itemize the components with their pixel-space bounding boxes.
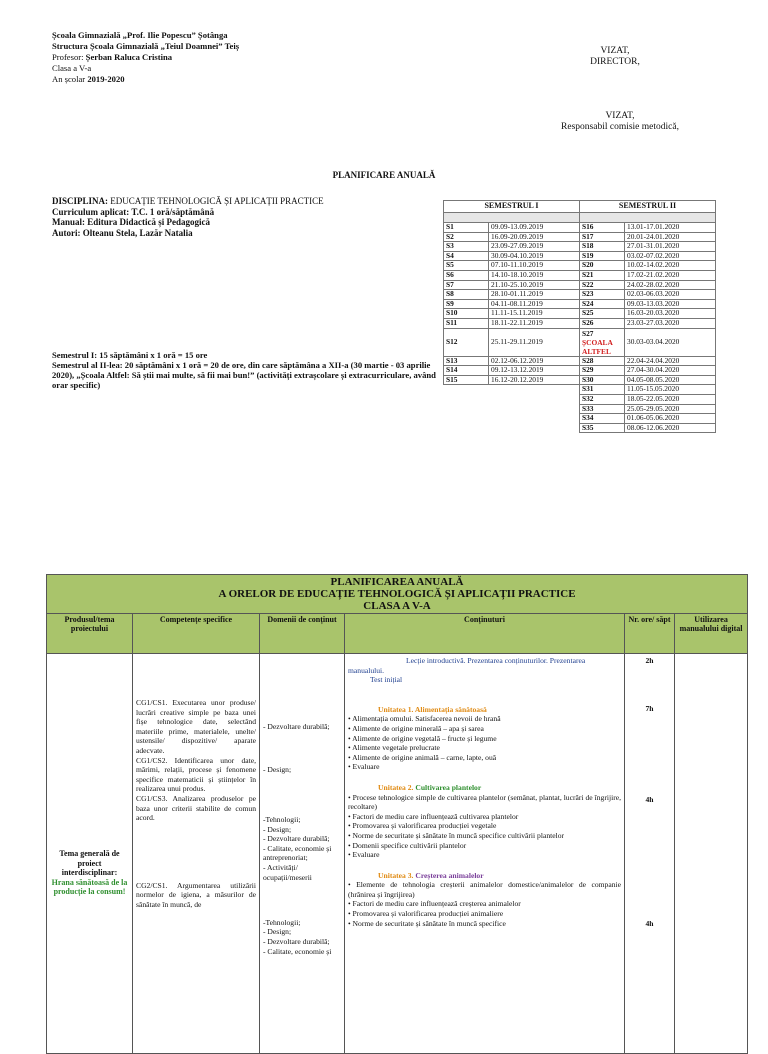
calendar-row [444,309,716,319]
week-dates: 27.04-30.04.2020 [625,366,716,376]
calendar-row [444,366,716,376]
week-dates: 13.01-17.01.2020 [625,223,716,233]
week-dates: 25.11-29.11.2019 [489,328,580,356]
competence: CG2/CS1. Argumentarea utilizării normelor de igiena, a măsurilor de sănătate în muncă, de [136,880,256,909]
manual-line: Manual: Editura Didactică și Pedagogică [52,217,210,227]
project-theme [47,654,133,1054]
hours-value: 4h [645,795,654,805]
responsabil-label: Responsabil comisie metodică, [561,122,679,132]
week-dates: 10.02-14.02.2020 [625,261,716,271]
week-dates: 07.10-11.10.2019 [489,261,580,271]
competence: CG1/CS3. Analizarea produselor pe baza unor criterii stabilite de comun acord. [136,793,256,823]
week-dates: 20.01-24.01.2020 [625,232,716,242]
content-item: • Factori de mediu care influențează creșterea animalelor [348,899,521,909]
week-dates: 17.02-21.02.2020 [625,270,716,280]
calendar-row [444,290,716,300]
week-dates: 02.12-06.12.2019 [489,356,580,366]
school-structure: Structura Școala Gimnazială „Teiul Doamnei” Teiș [52,41,240,51]
week-id: S35 [580,423,625,433]
hours-cell [625,654,675,1054]
week-id: S7 [444,280,489,290]
calendar-row [444,414,716,424]
calendar-row [444,270,716,280]
unit-1-title: Unitatea 1. Alimentația sănătoasă [378,704,487,714]
col-header: Produsul/tema proiectului [47,614,133,654]
school-header [52,30,239,85]
content-item: • Norme de securitate și sănătate în muncă specifice [348,918,506,928]
initial-test: Test inițial [370,675,403,685]
week-dates: 28.10-01.11.2019 [489,290,580,300]
week-id: S5 [444,261,489,271]
week-dates: 23.09-27.09.2019 [489,242,580,252]
week-dates: 03.02-07.02.2020 [625,251,716,261]
intro-lesson: Lecție introductivă. Prezentarea conținuturilor. Prezentarea manualului. [348,656,586,675]
year-label: An școlar [52,74,86,84]
calendar-row [444,242,716,252]
week-id: S34 [580,414,625,424]
week-id: S9 [444,299,489,309]
semester-2-note: Semestrul al II-lea: 20 săptămâni x 1 oră = 20 de ore, din care săptămâna a XII-a (30 martie - 03 aprilie 2020), „Școala Altfel: Să știi mai multe, să fii mai bun!” (activități extrașcolare și extracurriculare, având orar specific) [52,360,436,390]
week-id: S21 [580,270,625,280]
content-item: • Domenii specifice cultivării plantelor [348,840,467,850]
hours-value: 2h [645,656,654,665]
week-dates: 30.09-04.10.2019 [489,251,580,261]
week-id: S2 [444,232,489,242]
teacher-name: Șerban Raluca Cristina [85,52,173,62]
domain: -Tehnologii; - Design; - Dezvoltare durabilă; - Calitate, economie și [263,917,332,956]
week-id: S20 [580,261,625,271]
content-item: • Alimente de origine minerală – apa și sarea [348,723,484,733]
vizat-responsabil [540,111,700,133]
week-dates: 04.05-08.05.2020 [625,375,716,385]
week-id: S8 [444,290,489,300]
calendar-row [444,385,716,395]
project-theme-title: Hrana sănătoasă de la producție la consum! [51,877,128,897]
week-dates: 23.03-27.03.2020 [625,318,716,328]
week-id [580,328,625,356]
class-line: Clasa a V-a [52,63,92,73]
week-dates: 09.09-13.09.2019 [489,223,580,233]
content-item: • Promovarea și valorificarea producției animaliere [348,909,504,919]
school-calendar [443,200,716,433]
week-id: S26 [580,318,625,328]
week-id: S18 [580,242,625,252]
week-id: S1 [444,223,489,233]
competence: CG1/CS2. Identificarea unor date, mărimi, relații, procese și fenomene specifice matematicii și științelor în realizarea unui produs. [136,755,256,794]
col-header: Conținuturi [345,614,625,654]
scoala-altfel-label: ȘCOALA ALTFEL [582,337,613,356]
calendar-row [444,223,716,233]
week-id: S32 [580,394,625,404]
authors-line: Autori: Olteanu Stela, Lazăr Natalia [52,227,193,238]
competence: CG1/CS1. Executarea unor produse/ lucrări creative simple pe baza unei fișe tehnologice date, selectând materiile prime, materialele, unelte/ ustensile/ dispozitive/ aparate adecvate. [136,698,256,755]
school-year: 2019-2020 [87,74,125,84]
week-dates: 14.10-18.10.2019 [489,270,580,280]
week-dates: 16.12-20.12.2019 [489,375,580,385]
week-id: S14 [444,366,489,376]
col-header: Competențe specifice [133,614,260,654]
project-theme-label: Tema generală de proiect interdisciplinar: [59,849,120,878]
page-title: PLANIFICARE ANUALĂ [332,170,436,180]
week-id-label: S27 [582,328,594,338]
week-id: S23 [580,290,625,300]
week-dates: 01.06-05.06.2020 [625,414,716,424]
week-id: S13 [444,356,489,366]
content-item: • Elemente de tehnologia creșterii animalelor domestice/animalelor de companie (hrănirea și îngrijirea) [348,880,621,899]
semester-notes [52,350,442,390]
week-id: S11 [444,318,489,328]
week-dates: 04.11-08.11.2019 [489,299,580,309]
unit-3-prefix: Unitatea 3. [378,870,414,880]
week-dates: 21.10-25.10.2019 [489,280,580,290]
week-dates: 11.11-15.11.2019 [489,309,580,319]
discipline-info [52,196,432,238]
domain: - Dezvoltare durabilă; [263,721,330,731]
discipline-label: DISCIPLINA: [52,196,109,206]
semester-2-heading: SEMESTRUL II [580,201,716,213]
week-dates: 09.03-13.03.2020 [625,299,716,309]
week-dates: 11.05-15.05.2020 [625,385,716,395]
vizat-label: VIZAT, [600,46,630,56]
week-id: S19 [580,251,625,261]
calendar-row [444,318,716,328]
week-id: S24 [580,299,625,309]
curriculum-line: Curriculum aplicat: T.C. 1 oră/săptămână [52,206,215,217]
week-dates: 22.04-24.04.2020 [625,356,716,366]
calendar-row [444,328,716,356]
week-dates: 30.03-03.04.2020 [625,328,716,356]
content-item: • Alimentația omului. Satisfacerea nevoii de hrană [348,714,501,724]
week-id: S28 [580,356,625,366]
week-id: S15 [444,375,489,385]
week-dates: 18.05-22.05.2020 [625,394,716,404]
week-dates: 25.05-29.05.2020 [625,404,716,414]
semester-1-note: Semestrul I: 15 săptămâni x 1 oră = 15 ore [52,350,208,360]
week-id: S25 [580,309,625,319]
digital-manual-cell [675,654,748,1054]
week-dates: 24.02-28.02.2020 [625,280,716,290]
director-label: DIRECTOR, [590,57,640,67]
week-id: S12 [444,328,489,356]
discipline-name: EDUCAȚIE TEHNOLOGICĂ ȘI APLICAȚII PRACTICE [110,196,324,206]
col-header: Domenii de conținut [260,614,345,654]
week-id: S16 [580,223,625,233]
week-dates: 09.12-13.12.2019 [489,366,580,376]
week-id: S17 [580,232,625,242]
week-id: S6 [444,270,489,280]
hours-value: 4h [645,918,654,928]
competences-cell [133,654,260,1054]
week-dates: 18.11-22.11.2019 [489,318,580,328]
hours-value: 7h [645,703,654,713]
week-id: S31 [580,385,625,395]
content-item: • Evaluare [348,762,380,772]
unit-2-title: Cultivarea plantelor [415,782,482,792]
annual-plan-table [46,574,748,1054]
contents-cell [345,654,625,1054]
week-dates: 16.03-20.03.2020 [625,309,716,319]
week-id: S4 [444,251,489,261]
unit-2-prefix: Unitatea 2. [378,782,414,792]
vizat-label: VIZAT, [605,111,635,121]
school-name: Școala Gimnazială „Prof. Ilie Popescu” Șotânga [52,30,228,40]
plan-title-line: CLASA A V-A [363,600,431,612]
col-header: Utilizarea manualului digital [675,614,748,654]
semester-1-heading: SEMESTRUL I [444,201,580,213]
week-dates: 02.03-06.03.2020 [625,290,716,300]
week-dates: 08.06-12.06.2020 [625,423,716,433]
week-id: S30 [580,375,625,385]
plan-title-line: PLANIFICAREA ANUALĂ [330,576,464,588]
content-item: • Alimente de origine animală – carne, lapte, ouă [348,752,497,762]
week-id: S29 [580,366,625,376]
week-id: S3 [444,242,489,252]
content-item: • Procese tehnologice simple de cultivarea plantelor (semănat, plantat, lucrări de îngrijire, recoltare) [348,792,621,812]
plan-title-line: A ORELOR DE EDUCAȚIE TEHNOLOGICĂ ȘI APLICAȚII PRACTICE [218,588,576,600]
vizat-director [560,46,670,68]
domain: -Tehnologii; - Design; - Dezvoltare durabilă; - Calitate, economie și antreprenoriat; - Activități/ ocupații/meserii [263,814,332,882]
col-header: Nr. ore/ săpt [625,614,675,654]
week-id: S10 [444,309,489,319]
week-dates: 16.09-20.09.2019 [489,232,580,242]
domain: - Design; [263,764,292,774]
calendar-row [444,394,716,404]
week-id: S22 [580,280,625,290]
content-item: • Norme de securitate și sănătate în muncă specifice cultivării plantelor [348,830,565,840]
unit-3-title: Creșterea animalelor [415,870,484,880]
calendar-row [444,423,716,433]
week-id: S33 [580,404,625,414]
content-item: • Alimente vegetale prelucrate [348,743,440,753]
teacher-label: Profesor: [52,52,84,62]
content-item: • Alimente de origine vegetală – fructe și legume [348,733,497,743]
plan-title [47,575,748,614]
content-item: • Promovarea și valorificarea producției vegetale [348,821,497,831]
week-dates: 27.01-31.01.2020 [625,242,716,252]
domains-cell [260,654,345,1054]
content-item: • Factori de mediu care influențează cultivarea plantelor [348,811,519,821]
content-item: • Evaluare [348,850,380,860]
